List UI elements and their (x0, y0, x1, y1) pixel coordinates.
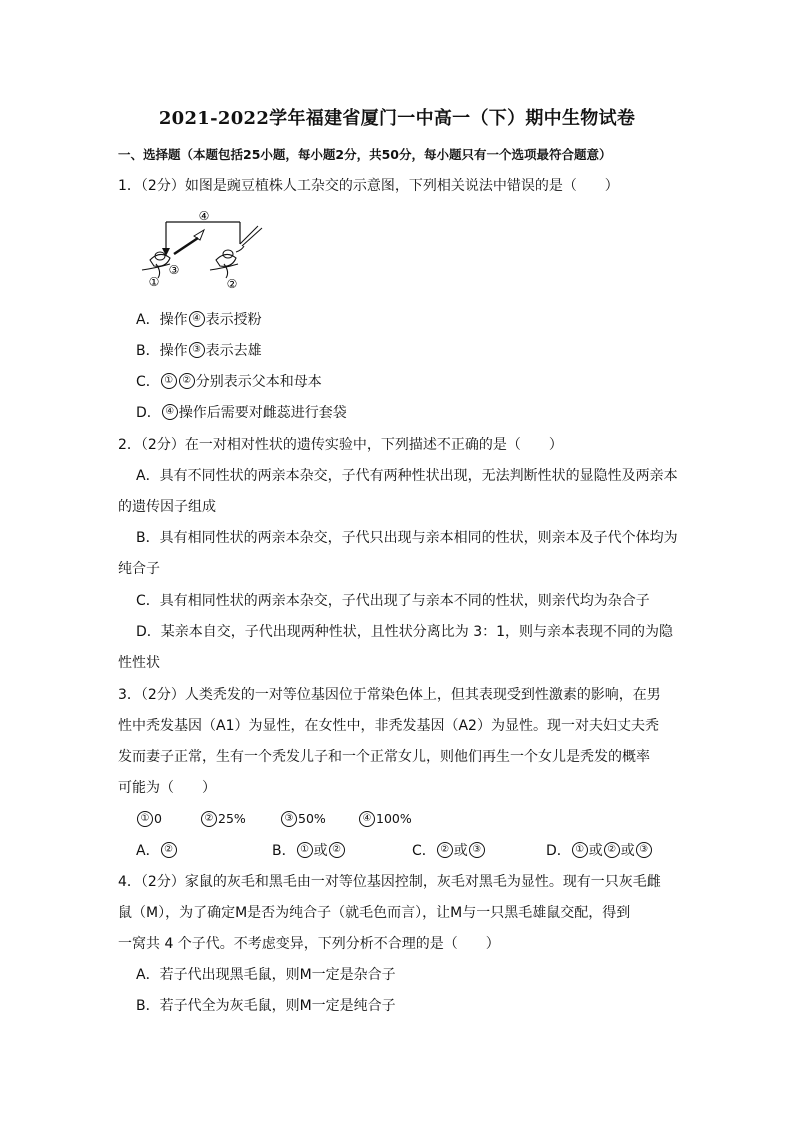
question-3-stem-3: 发而妻子正常，生有一个秃发儿子和一个正常女儿，则他们再生一个女儿是秃发的概率 (118, 749, 650, 765)
circled-number: ② (161, 842, 177, 858)
answer-label: C． (412, 843, 436, 859)
circled-number: ③ (189, 342, 205, 358)
question-1-option-a (136, 311, 262, 329)
answer-or: 或 (313, 843, 328, 859)
choice-value: 0 (154, 811, 162, 826)
circled-number: ④ (189, 311, 205, 327)
option-text: 分别表示父本和母本 (195, 374, 322, 390)
option-text: D． (136, 405, 161, 421)
option-text: 表示授粉 (205, 312, 262, 328)
answer-c (412, 842, 486, 860)
tweezers-arm-a (240, 226, 258, 244)
circled-number: ① (161, 373, 177, 389)
section-heading: 一、选择题（本题包括25小题，每小题2分，共50分，每小题只有一个选项最符合题意） (118, 147, 612, 162)
answer-or: 或 (620, 843, 635, 859)
question-3-stem-1: 3．（2分）人类秃发的一对等位基因位于常染色体上，但其表现受到性激素的影响，在男 (118, 687, 661, 703)
question-4-option-a: A．若子代出现黑毛鼠，则M一定是杂合子 (136, 967, 396, 983)
choice-value: 100% (376, 811, 412, 826)
choice-3 (280, 810, 326, 828)
answer-label: D． (546, 843, 571, 859)
circled-number: ① (572, 842, 588, 858)
option-text: 操作后需要对雌蕊进行套袋 (178, 405, 347, 421)
question-4-stem-2: 鼠（M），为了确定M是否为纯合子（就毛色而言），让M与一只黑毛雄鼠交配，得到 (118, 905, 631, 921)
question-1-option-b (136, 342, 262, 360)
circled-number: ② (201, 811, 217, 827)
question-1-stem: 1．（2分）如图是豌豆植株人工杂交的示意图，下列相关说法中错误的是（ ） (118, 178, 619, 194)
question-1-option-c (136, 373, 322, 391)
circled-number: ① (137, 811, 153, 827)
circled-number: ③ (636, 842, 652, 858)
answer-d (546, 842, 653, 860)
question-3-stem-2: 性中秃发基因（A1）为显性，在女性中，非秃发基因（A2）为显性。现一对夫妇丈夫秃 (118, 718, 659, 734)
question-2-stem: 2．（2分）在一对相对性状的遗传实验中，下列描述不正确的是（ ） (118, 437, 563, 453)
answer-label: B． (272, 843, 296, 859)
question-2-option-b-cont: 纯合子 (118, 561, 160, 577)
diagram-label-2: ② (226, 277, 238, 290)
circled-number: ② (437, 842, 453, 858)
question-2-option-d: D．某亲本自交，子代出现两种性状，且性状分离比为 3：1，则与亲本表现不同的为隐 (136, 624, 674, 640)
question-2-option-a: A．具有不同性状的两亲本杂交，子代有两种性状出现，无法判断性状的显隐性及两亲本 (136, 468, 678, 484)
answer-or: 或 (453, 843, 468, 859)
answer-b (272, 842, 346, 860)
circled-number: ④ (162, 404, 178, 420)
option-text: 表示去雄 (205, 343, 262, 359)
question-3-stem-4: 可能为（ ） (118, 780, 216, 796)
exam-title: 2021-2022学年福建省厦门一中高一（下）期中生物试卷 (158, 108, 636, 129)
question-2-option-c: C．具有相同性状的两亲本杂交，子代出现了与亲本不同的性状，则亲代均为杂合子 (136, 593, 650, 609)
question-2-option-a-cont: 的遗传因子组成 (118, 499, 216, 515)
diagram-label-1: ① (148, 275, 160, 289)
diagram-label-3: ③ (168, 263, 180, 277)
question-1-option-d (136, 404, 347, 422)
pea-cross-diagram (136, 208, 276, 290)
question-4-stem-1: 4．（2分）家鼠的灰毛和黑毛由一对等位基因控制，灰毛对黑毛为显性。现有一只灰毛雌 (118, 874, 661, 890)
flower-right-stamen (236, 246, 244, 252)
circled-number: ② (179, 373, 195, 389)
circled-number: ③ (469, 842, 485, 858)
circled-number: ② (329, 842, 345, 858)
choice-2 (200, 810, 246, 828)
question-2-option-d-cont: 性性状 (118, 655, 160, 671)
circled-number: ③ (281, 811, 297, 827)
diagram-label-4: ④ (198, 209, 210, 223)
option-text: A．操作 (136, 312, 188, 328)
question-2-option-b: B．具有相同性状的两亲本杂交，子代只出现与亲本相同的性状，则亲本及子代个体均为 (136, 530, 678, 546)
flower-right-petal (216, 254, 236, 266)
circled-number: ② (604, 842, 620, 858)
tweezers-arm-b (242, 228, 262, 246)
circled-number: ① (297, 842, 313, 858)
circled-number: ④ (359, 811, 375, 827)
choice-value: 50% (298, 811, 326, 826)
brush-handle (174, 238, 198, 254)
answer-a (136, 842, 178, 860)
answer-or: 或 (588, 843, 603, 859)
question-4-stem-3: 一窝共 4 个子代。不考虑变异，下列分析不合理的是（ ） (118, 936, 500, 952)
question-4-option-b: B．若子代全为灰毛鼠，则M一定是纯合子 (136, 998, 396, 1014)
choice-1 (136, 810, 162, 828)
option-text: B．操作 (136, 343, 188, 359)
choice-4 (358, 810, 412, 828)
answer-label: A． (136, 843, 160, 859)
option-text: C． (136, 374, 160, 390)
choice-value: 25% (218, 811, 246, 826)
